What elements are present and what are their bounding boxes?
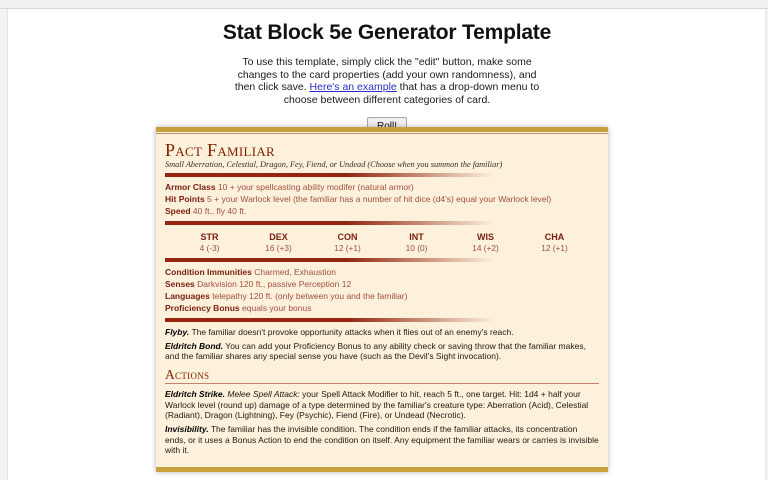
ability-dex (244, 232, 313, 254)
ability-name: STR (200, 231, 219, 242)
action-name: Eldritch Strike. (165, 388, 225, 399)
trait-eldritch-bond (165, 341, 599, 362)
attribute-hit-points (165, 194, 599, 206)
trait-name: Eldritch Bond. (165, 340, 224, 351)
page-content (9, 9, 765, 480)
primary-attributes (165, 182, 599, 218)
attribute-label: Speed (165, 206, 191, 217)
intro-paragraph (228, 56, 546, 106)
ability-scores-table (165, 230, 599, 255)
divider-rule-top (165, 173, 495, 177)
ability-score: 16 (+3) (265, 242, 292, 253)
intro-text-before-link: To use this template, simply click the "edit" button, make some changes to the card properties (add your own randomness), and then click save. (234, 56, 537, 94)
ability-name: CHA (544, 231, 565, 242)
attribute-label: Languages (165, 290, 210, 301)
attribute-value: telepathy 120 ft. (only between you and the familiar) (212, 290, 408, 301)
attribute-value: Charmed, Exhaustion (254, 266, 337, 277)
trait-text: You can add your Proficiency Bonus to any ability check or saving throw that the familiar makes, and the familiar shares any special sense you have (such as the Devil's Sight invocation). (165, 340, 586, 362)
secondary-attributes (165, 267, 599, 315)
ability-con (313, 232, 382, 254)
attribute-label: Proficiency Bonus (165, 303, 240, 314)
ability-score: 4 (-3) (199, 242, 220, 253)
attribute-languages (165, 291, 599, 303)
creature-name: Pact Familiar (165, 140, 276, 160)
attribute-label: Hit Points (165, 194, 205, 205)
ability-name: CON (337, 231, 358, 242)
actions-heading-rule (165, 383, 599, 384)
attribute-armor-class (165, 182, 599, 194)
attribute-label: Armor Class (165, 182, 216, 192)
attribute-senses (165, 279, 599, 291)
intro-text-after-link: that has a drop-down menu to choose between different categories of card. (283, 81, 540, 106)
attribute-value: 5 + your Warlock level (the familiar has a number of hit dice (d4's) equal your Warlock level) (207, 194, 552, 205)
page-title: Stat Block 5e Generator Template (222, 21, 552, 44)
creature-type-line: Small Aberration, Celestial, Dragon, Fey, Fiend, or Undead (Choose when you summon the familiar) (165, 160, 503, 169)
attribute-value: 10 + your spellcasting ability modifer (natural armor) (217, 182, 414, 192)
ability-name: INT (409, 231, 424, 242)
action-eldritch-strike (165, 389, 599, 421)
divider-rule-abilities-bottom (165, 258, 495, 262)
ability-str (175, 232, 244, 254)
attribute-condition-immunities (165, 267, 599, 279)
browser-top-band (0, 0, 768, 8)
divider-rule-abilities-top (165, 221, 495, 225)
stat-block-card (156, 127, 608, 472)
attribute-label: Senses (165, 278, 195, 289)
ability-score: 10 (0) (405, 242, 428, 253)
actions-heading: Actions (165, 366, 210, 382)
action-text: your Spell Attack Modifier to hit, reach 5 ft., one target. Hit: 1d4 + half your Warlock level (round up) damage of a type determined by the familiar's creature type: Aberration (Acid), Celestial (Radiant), Dragon (Lightning), Fey (Psychic), Fiend (Fire), or Undead (Necrotic). (165, 388, 589, 421)
divider-rule-traits (165, 318, 495, 322)
browser-left-gutter (0, 9, 8, 480)
action-invisibility (165, 424, 599, 456)
ability-name: DEX (269, 231, 288, 242)
ability-cha (520, 232, 589, 254)
attribute-label: Condition Immunities (165, 266, 252, 277)
attribute-value: 40 ft., fly 40 ft. (192, 206, 247, 217)
action-emphasis: Melee Spell Attack: (225, 388, 300, 399)
attribute-proficiency-bonus (165, 303, 599, 315)
action-name: Invisibility. (165, 424, 209, 435)
action-text: The familiar has the invisible condition. The condition ends if the familiar attacks, its concentration ends, or it uses a Bonus Action to end the condition on itself. Any equipment the familiar wears or carries is invisible with it. (165, 424, 599, 456)
traits-list (165, 327, 599, 362)
trait-text: The familiar doesn't provoke opportunity attacks when it flies out of an enemy's reach. (189, 326, 514, 337)
example-link[interactable]: Here's an example (309, 81, 397, 94)
attribute-value: equals your bonus (242, 303, 312, 314)
attribute-value: Darkvision 120 ft., passive Perception 12 (197, 278, 352, 289)
ability-name: WIS (477, 231, 494, 242)
trait-flyby (165, 327, 599, 338)
ability-score: 12 (+1) (334, 242, 361, 253)
ability-int (382, 232, 451, 254)
card-top-inner-rule (156, 133, 608, 134)
ability-score: 14 (+2) (472, 242, 499, 253)
ability-score: 12 (+1) (541, 242, 568, 253)
attribute-speed (165, 206, 599, 218)
actions-list (165, 389, 599, 456)
ability-wis (451, 232, 520, 254)
trait-name: Flyby. (165, 326, 190, 337)
